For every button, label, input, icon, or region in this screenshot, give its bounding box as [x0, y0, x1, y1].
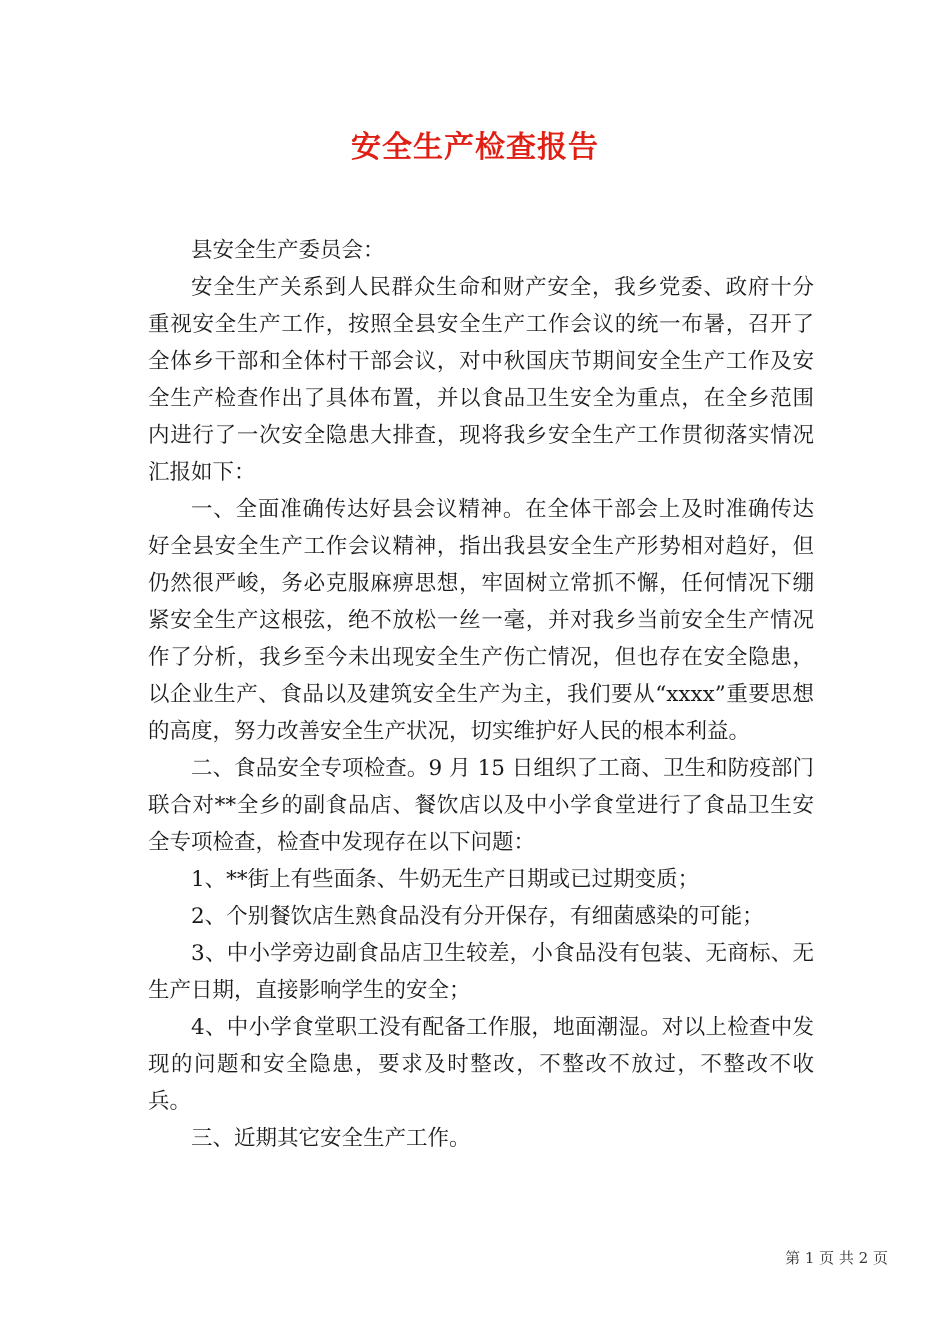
paragraph-intro: 安全生产关系到人民群众生命和财产安全，我乡党委、政府十分重视安全生产工作，按照全县安全生产工作会议的统一布暑，召开了全体乡干部和全体村干部会议，对中秋国庆节期间安全生产工作及安全生产检查作出了具体布置，并以食品卫生安全为重点，在全乡范围内进行了一次安全隐患大排查，现将我乡安全生产工作贯彻落实情况汇报如下： [148, 275, 814, 485]
document-body [148, 232, 814, 1157]
paragraph-section-two: 二、食品安全专项检查。9 月 15 日组织了工商、卫生和防疫部门联合对**全乡的副食品店、餐饮店以及中小学食堂进行了食品卫生安全专项检查，检查中发现存在以下问题： [148, 756, 814, 855]
page-footer: 第 1 页 共 2 页 [785, 1249, 888, 1267]
page-title: 安全生产检查报告 [351, 130, 599, 165]
list-item-3: 3、中小学旁边副食品店卫生较差，小食品没有包装、无商标、无生产日期，直接影响学生的安全； [148, 941, 814, 1003]
paragraph-section-three: 三、近期其它安全生产工作。 [191, 1126, 471, 1151]
list-item-1: 1、**街上有些面条、牛奶无生产日期或已过期变质； [191, 867, 700, 892]
paragraph-salutation: 县安全生产委员会： [191, 238, 385, 263]
list-item-4: 4、中小学食堂职工没有配备工作服，地面潮湿。对以上检查中发现的问题和安全隐患，要求及时整改，不整改不放过，不整改不收兵。 [148, 1015, 814, 1114]
list-item-2: 2、个别餐饮店生熟食品没有分开保存，有细菌感染的可能； [191, 904, 764, 929]
paragraph-section-one: 一、全面准确传达好县会议精神。在全体干部会上及时准确传达好全县安全生产工作会议精神，指出我县安全生产形势相对趋好，但仍然很严峻，务必克服麻痹思想，牢固树立常抓不懈，任何情况下绷紧安全生产这根弦，绝不放松一丝一毫，并对我乡当前安全生产情况作了分析，我乡至今未出现安全生产伤亡情况，但也存在安全隐患，以企业生产、食品以及建筑安全生产为主，我们要从“xxxx”重要思想的高度，努力改善安全生产状况，切实维护好人民的根本利益。 [148, 497, 814, 744]
